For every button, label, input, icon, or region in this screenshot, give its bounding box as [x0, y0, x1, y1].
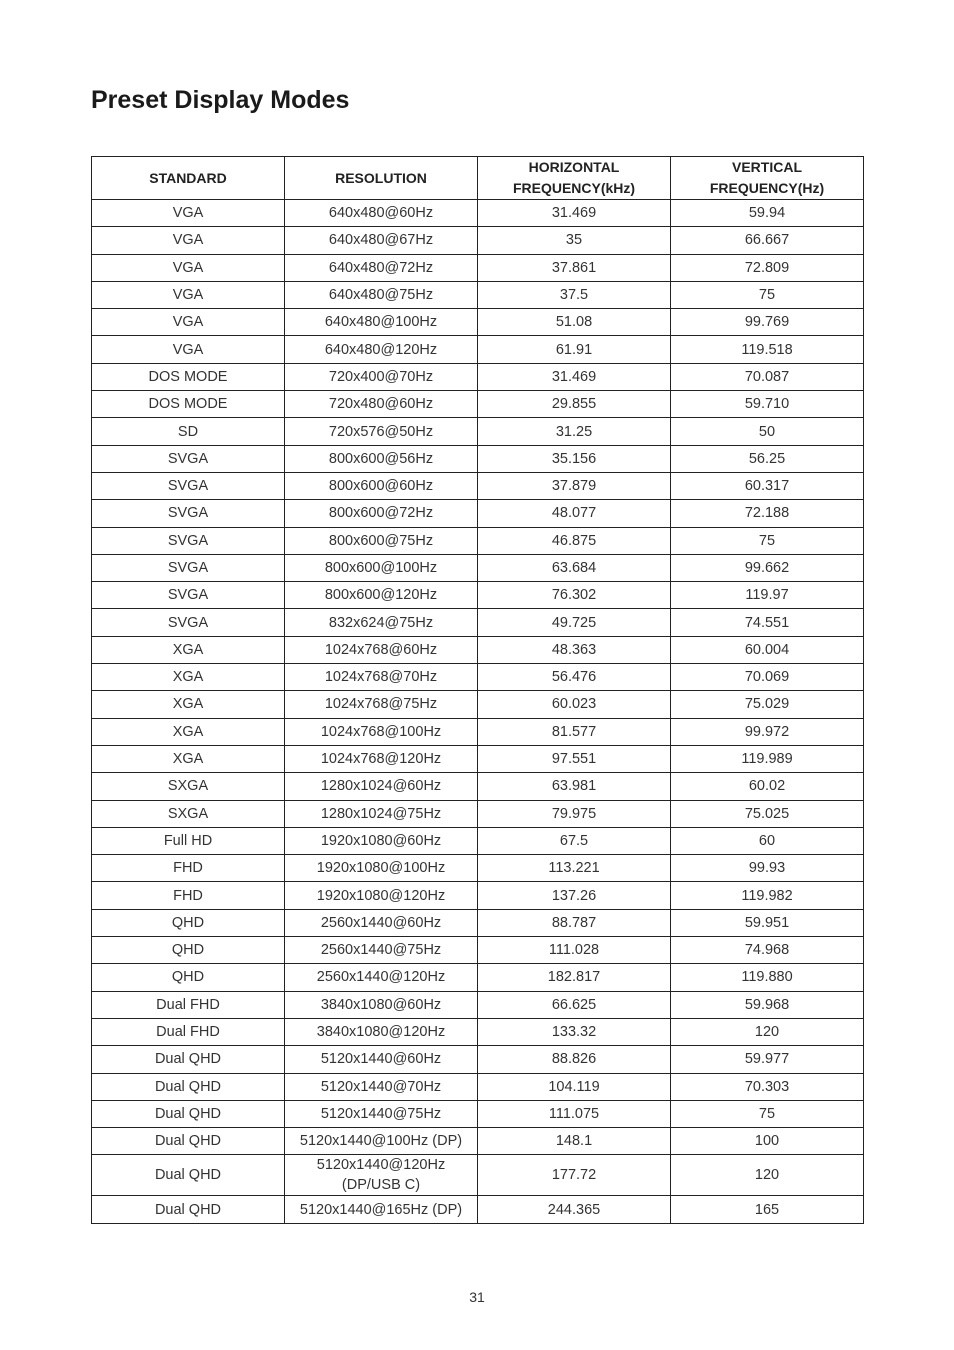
cell-standard: SVGA	[92, 554, 285, 581]
cell-vertical-frequency: 72.188	[671, 500, 864, 527]
cell-horizontal-frequency: 88.787	[478, 909, 671, 936]
cell-horizontal-frequency: 63.981	[478, 773, 671, 800]
cell-resolution: 5120x1440@70Hz	[285, 1073, 478, 1100]
cell-resolution: 5120x1440@120Hz (DP/USB C)	[285, 1155, 478, 1196]
cell-vertical-frequency: 60	[671, 827, 864, 854]
cell-horizontal-frequency: 49.725	[478, 609, 671, 636]
table-row	[92, 718, 864, 745]
cell-standard: SVGA	[92, 609, 285, 636]
cell-horizontal-frequency: 35	[478, 227, 671, 254]
cell-vertical-frequency: 119.97	[671, 582, 864, 609]
cell-standard: SVGA	[92, 445, 285, 472]
cell-vertical-frequency: 99.972	[671, 718, 864, 745]
cell-resolution: 2560x1440@60Hz	[285, 909, 478, 936]
cell-horizontal-frequency: 133.32	[478, 1018, 671, 1045]
cell-vertical-frequency: 72.809	[671, 254, 864, 281]
cell-vertical-frequency: 99.662	[671, 554, 864, 581]
table-row	[92, 909, 864, 936]
table-row	[92, 800, 864, 827]
table-row	[92, 1196, 864, 1223]
table-row	[92, 691, 864, 718]
cell-standard: XGA	[92, 664, 285, 691]
cell-resolution: 800x600@60Hz	[285, 472, 478, 499]
table-row	[92, 1046, 864, 1073]
table-row	[92, 336, 864, 363]
cell-standard: SVGA	[92, 500, 285, 527]
cell-standard: SXGA	[92, 773, 285, 800]
cell-horizontal-frequency: 76.302	[478, 582, 671, 609]
table-row	[92, 445, 864, 472]
cell-vertical-frequency: 70.069	[671, 664, 864, 691]
cell-resolution: 1920x1080@100Hz	[285, 855, 478, 882]
cell-vertical-frequency: 165	[671, 1196, 864, 1223]
cell-resolution: 5120x1440@100Hz (DP)	[285, 1128, 478, 1155]
cell-standard: QHD	[92, 964, 285, 991]
cell-resolution: 640x480@75Hz	[285, 281, 478, 308]
page-title: Preset Display Modes	[91, 86, 350, 114]
cell-resolution: 1280x1024@60Hz	[285, 773, 478, 800]
cell-vertical-frequency: 99.769	[671, 309, 864, 336]
cell-resolution: 2560x1440@75Hz	[285, 937, 478, 964]
cell-horizontal-frequency: 48.363	[478, 636, 671, 663]
cell-vertical-frequency: 66.667	[671, 227, 864, 254]
cell-resolution: 832x624@75Hz	[285, 609, 478, 636]
cell-horizontal-frequency: 51.08	[478, 309, 671, 336]
cell-standard: Dual QHD	[92, 1128, 285, 1155]
cell-resolution: 800x600@100Hz	[285, 554, 478, 581]
table-row	[92, 773, 864, 800]
cell-vertical-frequency: 119.880	[671, 964, 864, 991]
table-row	[92, 882, 864, 909]
cell-resolution: 800x600@75Hz	[285, 527, 478, 554]
cell-resolution: 1024x768@120Hz	[285, 745, 478, 772]
table-row	[92, 1155, 864, 1196]
cell-standard: Dual QHD	[92, 1073, 285, 1100]
cell-horizontal-frequency: 31.25	[478, 418, 671, 445]
table-row	[92, 363, 864, 390]
cell-resolution: 640x480@67Hz	[285, 227, 478, 254]
cell-horizontal-frequency: 113.221	[478, 855, 671, 882]
cell-horizontal-frequency: 60.023	[478, 691, 671, 718]
cell-resolution: 1024x768@75Hz	[285, 691, 478, 718]
cell-horizontal-frequency: 29.855	[478, 391, 671, 418]
cell-horizontal-frequency: 111.028	[478, 937, 671, 964]
table-header-row	[92, 157, 864, 200]
cell-vertical-frequency: 70.303	[671, 1073, 864, 1100]
cell-horizontal-frequency: 31.469	[478, 363, 671, 390]
cell-standard: VGA	[92, 336, 285, 363]
cell-resolution: 3840x1080@120Hz	[285, 1018, 478, 1045]
cell-standard: VGA	[92, 281, 285, 308]
cell-horizontal-frequency: 177.72	[478, 1155, 671, 1196]
cell-standard: SXGA	[92, 800, 285, 827]
cell-resolution: 800x600@56Hz	[285, 445, 478, 472]
cell-vertical-frequency: 59.710	[671, 391, 864, 418]
cell-standard: SVGA	[92, 527, 285, 554]
cell-standard: Full HD	[92, 827, 285, 854]
cell-vertical-frequency: 119.518	[671, 336, 864, 363]
cell-horizontal-frequency: 61.91	[478, 336, 671, 363]
cell-vertical-frequency: 60.004	[671, 636, 864, 663]
cell-vertical-frequency: 59.968	[671, 991, 864, 1018]
cell-resolution: 640x480@120Hz	[285, 336, 478, 363]
table-row	[92, 227, 864, 254]
table-row	[92, 937, 864, 964]
table-row	[92, 1128, 864, 1155]
cell-resolution: 3840x1080@60Hz	[285, 991, 478, 1018]
cell-standard: QHD	[92, 937, 285, 964]
table-row	[92, 855, 864, 882]
cell-horizontal-frequency: 66.625	[478, 991, 671, 1018]
table-row	[92, 636, 864, 663]
table-row	[92, 500, 864, 527]
cell-vertical-frequency: 74.551	[671, 609, 864, 636]
cell-standard: XGA	[92, 691, 285, 718]
column-header-resolution: RESOLUTION	[285, 157, 478, 200]
page-number: 31	[469, 1289, 485, 1305]
table-row	[92, 1018, 864, 1045]
cell-resolution: 800x600@72Hz	[285, 500, 478, 527]
cell-horizontal-frequency: 244.365	[478, 1196, 671, 1223]
cell-horizontal-frequency: 63.684	[478, 554, 671, 581]
table-row	[92, 745, 864, 772]
cell-standard: VGA	[92, 227, 285, 254]
cell-standard: Dual QHD	[92, 1155, 285, 1196]
table-row	[92, 554, 864, 581]
cell-resolution: 1024x768@60Hz	[285, 636, 478, 663]
cell-standard: SVGA	[92, 472, 285, 499]
cell-horizontal-frequency: 37.879	[478, 472, 671, 499]
cell-horizontal-frequency: 81.577	[478, 718, 671, 745]
cell-vertical-frequency: 60.02	[671, 773, 864, 800]
cell-standard: FHD	[92, 855, 285, 882]
cell-vertical-frequency: 75.025	[671, 800, 864, 827]
cell-vertical-frequency: 60.317	[671, 472, 864, 499]
cell-horizontal-frequency: 111.075	[478, 1100, 671, 1127]
cell-resolution: 720x576@50Hz	[285, 418, 478, 445]
cell-vertical-frequency: 56.25	[671, 445, 864, 472]
cell-standard: VGA	[92, 254, 285, 281]
cell-vertical-frequency: 59.977	[671, 1046, 864, 1073]
cell-standard: Dual FHD	[92, 1018, 285, 1045]
table-row	[92, 964, 864, 991]
table-row	[92, 582, 864, 609]
cell-standard: Dual QHD	[92, 1046, 285, 1073]
cell-vertical-frequency: 99.93	[671, 855, 864, 882]
cell-resolution: 5120x1440@75Hz	[285, 1100, 478, 1127]
cell-standard: DOS MODE	[92, 391, 285, 418]
cell-horizontal-frequency: 56.476	[478, 664, 671, 691]
cell-standard: DOS MODE	[92, 363, 285, 390]
table-row	[92, 418, 864, 445]
cell-resolution: 2560x1440@120Hz	[285, 964, 478, 991]
cell-vertical-frequency: 120	[671, 1155, 864, 1196]
table-row	[92, 827, 864, 854]
table-row	[92, 991, 864, 1018]
cell-standard: XGA	[92, 718, 285, 745]
cell-resolution: 720x480@60Hz	[285, 391, 478, 418]
cell-resolution: 5120x1440@60Hz	[285, 1046, 478, 1073]
cell-horizontal-frequency: 88.826	[478, 1046, 671, 1073]
cell-vertical-frequency: 119.982	[671, 882, 864, 909]
cell-horizontal-frequency: 97.551	[478, 745, 671, 772]
cell-vertical-frequency: 100	[671, 1128, 864, 1155]
table-row	[92, 254, 864, 281]
cell-resolution: 640x480@60Hz	[285, 200, 478, 227]
cell-resolution: 5120x1440@165Hz (DP)	[285, 1196, 478, 1223]
cell-vertical-frequency: 59.94	[671, 200, 864, 227]
table-row	[92, 472, 864, 499]
cell-horizontal-frequency: 104.119	[478, 1073, 671, 1100]
cell-horizontal-frequency: 67.5	[478, 827, 671, 854]
cell-horizontal-frequency: 37.861	[478, 254, 671, 281]
cell-vertical-frequency: 75	[671, 1100, 864, 1127]
cell-vertical-frequency: 75.029	[671, 691, 864, 718]
table-row	[92, 1073, 864, 1100]
column-header-horizontal-frequency: HORIZONTAL FREQUENCY(kHz)	[478, 157, 671, 200]
cell-resolution: 1920x1080@60Hz	[285, 827, 478, 854]
cell-vertical-frequency: 74.968	[671, 937, 864, 964]
table-row	[92, 527, 864, 554]
cell-standard: QHD	[92, 909, 285, 936]
cell-horizontal-frequency: 79.975	[478, 800, 671, 827]
table-row	[92, 1100, 864, 1127]
cell-standard: Dual QHD	[92, 1100, 285, 1127]
preset-display-modes-table	[91, 156, 864, 1224]
cell-horizontal-frequency: 182.817	[478, 964, 671, 991]
cell-standard: SD	[92, 418, 285, 445]
table-row	[92, 281, 864, 308]
cell-resolution: 1280x1024@75Hz	[285, 800, 478, 827]
cell-resolution: 1024x768@70Hz	[285, 664, 478, 691]
cell-horizontal-frequency: 48.077	[478, 500, 671, 527]
cell-standard: Dual FHD	[92, 991, 285, 1018]
cell-vertical-frequency: 59.951	[671, 909, 864, 936]
table-row	[92, 309, 864, 336]
cell-standard: VGA	[92, 200, 285, 227]
cell-vertical-frequency: 75	[671, 281, 864, 308]
cell-horizontal-frequency: 31.469	[478, 200, 671, 227]
cell-horizontal-frequency: 35.156	[478, 445, 671, 472]
cell-standard: SVGA	[92, 582, 285, 609]
cell-vertical-frequency: 75	[671, 527, 864, 554]
table-body	[92, 200, 864, 1224]
cell-resolution: 720x400@70Hz	[285, 363, 478, 390]
cell-resolution: 1024x768@100Hz	[285, 718, 478, 745]
cell-resolution: 800x600@120Hz	[285, 582, 478, 609]
cell-resolution: 1920x1080@120Hz	[285, 882, 478, 909]
cell-standard: XGA	[92, 636, 285, 663]
cell-horizontal-frequency: 46.875	[478, 527, 671, 554]
cell-standard: XGA	[92, 745, 285, 772]
cell-horizontal-frequency: 37.5	[478, 281, 671, 308]
cell-standard: Dual QHD	[92, 1196, 285, 1223]
table-row	[92, 664, 864, 691]
cell-vertical-frequency: 50	[671, 418, 864, 445]
column-header-standard: STANDARD	[92, 157, 285, 200]
cell-standard: FHD	[92, 882, 285, 909]
cell-horizontal-frequency: 148.1	[478, 1128, 671, 1155]
cell-vertical-frequency: 70.087	[671, 363, 864, 390]
cell-vertical-frequency: 119.989	[671, 745, 864, 772]
cell-standard: VGA	[92, 309, 285, 336]
cell-vertical-frequency: 120	[671, 1018, 864, 1045]
cell-resolution: 640x480@72Hz	[285, 254, 478, 281]
table-row	[92, 609, 864, 636]
cell-resolution: 640x480@100Hz	[285, 309, 478, 336]
table-row	[92, 200, 864, 227]
table-row	[92, 391, 864, 418]
column-header-vertical-frequency: VERTICAL FREQUENCY(Hz)	[671, 157, 864, 200]
cell-horizontal-frequency: 137.26	[478, 882, 671, 909]
